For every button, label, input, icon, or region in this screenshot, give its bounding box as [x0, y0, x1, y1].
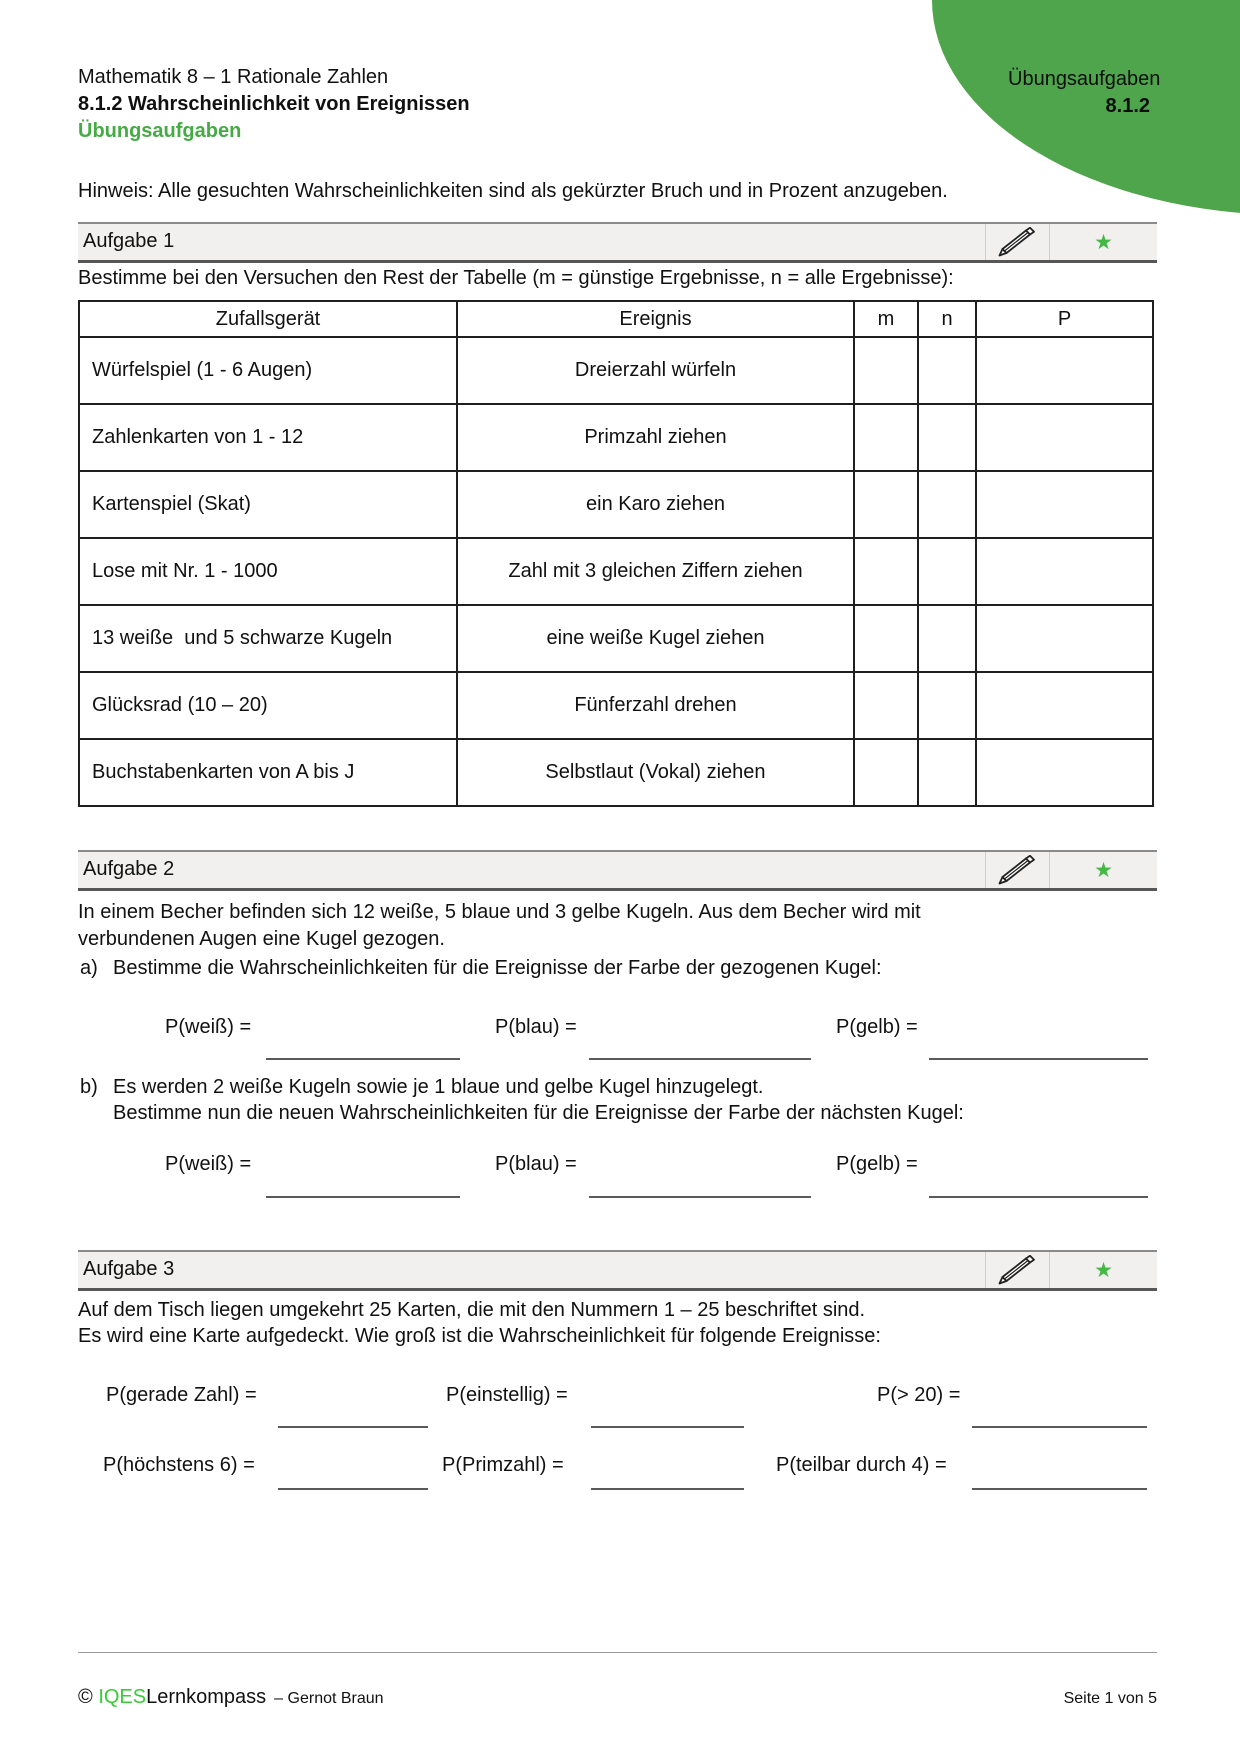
footer-author: – Gernot Braun — [274, 1690, 384, 1707]
table-row — [79, 337, 1153, 404]
star-icon: ★ — [1049, 1252, 1157, 1288]
cell-m — [854, 605, 918, 672]
answer-blank — [278, 1488, 428, 1490]
cell-n — [918, 672, 976, 739]
cell-p — [976, 404, 1153, 471]
cell-ereignis: Dreierzahl würfeln — [457, 337, 854, 404]
star-icon: ★ — [1049, 224, 1157, 260]
copyright-icon: © — [78, 1686, 93, 1708]
table-row — [79, 739, 1153, 806]
prob-label: P(höchstens 6) = — [103, 1454, 255, 1476]
cell-m — [854, 739, 918, 806]
prob-label: P(blau) = — [495, 1153, 577, 1175]
table-row — [79, 672, 1153, 739]
pencil-icon — [985, 852, 1049, 888]
cell-ereignis: Selbstlaut (Vokal) ziehen — [457, 739, 854, 806]
answer-blank — [266, 1196, 460, 1198]
cell-zufallsgeraet: Zahlenkarten von 1 - 12 — [79, 404, 457, 471]
cell-n — [918, 538, 976, 605]
answer-blank — [278, 1426, 428, 1428]
header-p: P — [976, 301, 1153, 337]
cell-ereignis: Zahl mit 3 gleichen Ziffern ziehen — [457, 538, 854, 605]
cell-ereignis: Fünferzahl drehen — [457, 672, 854, 739]
table-row — [79, 471, 1153, 538]
answer-blank — [929, 1058, 1148, 1060]
document-header — [78, 64, 470, 145]
header-subtitle: Übungsaufgaben — [78, 120, 242, 142]
answer-blank — [589, 1058, 811, 1060]
cell-zufallsgeraet: Lose mit Nr. 1 - 1000 — [79, 538, 457, 605]
corner-text — [1008, 66, 1161, 120]
part-a-label: a) — [80, 957, 98, 979]
answer-blank — [591, 1426, 744, 1428]
answer-blank — [591, 1488, 744, 1490]
header-zufallsgeraet: Zufallsgerät — [79, 301, 457, 337]
corner-blob — [932, 0, 1240, 215]
cell-p — [976, 538, 1153, 605]
prob-label: P(teilbar durch 4) = — [776, 1454, 947, 1476]
header-ereignis: Ereignis — [457, 301, 854, 337]
cell-p — [976, 605, 1153, 672]
probability-table — [78, 300, 1154, 807]
prob-label: P(> 20) = — [877, 1384, 961, 1406]
footer — [78, 1686, 1157, 1709]
prob-label: P(gerade Zahl) = — [106, 1384, 257, 1406]
cell-ereignis: ein Karo ziehen — [457, 471, 854, 538]
cell-n — [918, 605, 976, 672]
cell-n — [918, 337, 976, 404]
header-topic: 8.1.2 Wahrscheinlichkeit von Ereignissen — [78, 93, 470, 115]
cell-m — [854, 538, 918, 605]
task1-header-bar — [78, 222, 1157, 263]
table-row — [79, 605, 1153, 672]
cell-ereignis: Primzahl ziehen — [457, 404, 854, 471]
answer-blank — [589, 1196, 811, 1198]
prob-label: P(Primzahl) = — [442, 1454, 564, 1476]
corner-code: 8.1.2 — [1105, 95, 1150, 117]
hint-text: Hinweis: Alle gesuchten Wahrscheinlichkeiten sind als gekürzter Bruch und in Prozent anzugeben. — [78, 180, 948, 202]
task2-intro-line: verbundenen Augen eine Kugel gezogen. — [78, 928, 445, 950]
header-course: Mathematik 8 – 1 Rationale Zahlen — [78, 66, 389, 88]
cell-n — [918, 739, 976, 806]
header-m: m — [854, 301, 918, 337]
pencil-icon — [985, 1252, 1049, 1288]
part-a-text: Bestimme die Wahrscheinlichkeiten für die Ereignisse der Farbe der gezogenen Kugel: — [113, 957, 882, 979]
task3-intro-line: Auf dem Tisch liegen umgekehrt 25 Karten, die mit den Nummern 1 – 25 beschriftet sind. — [78, 1299, 866, 1321]
prob-label: P(weiß) = — [165, 1016, 252, 1038]
task2-intro-line: In einem Becher befinden sich 12 weiße, 5 blaue und 3 gelbe Kugeln. Aus dem Becher wird mit — [78, 901, 921, 923]
footer-divider — [78, 1652, 1157, 1653]
part-b-line: Es werden 2 weiße Kugeln sowie je 1 blaue und gelbe Kugel hinzugelegt. — [113, 1076, 764, 1098]
answer-blank — [929, 1196, 1148, 1198]
table-row — [79, 404, 1153, 471]
cell-p — [976, 672, 1153, 739]
cell-m — [854, 404, 918, 471]
header-n: n — [918, 301, 976, 337]
cell-ereignis: eine weiße Kugel ziehen — [457, 605, 854, 672]
cell-zufallsgeraet: Buchstabenkarten von A bis J — [79, 739, 457, 806]
cell-zufallsgeraet: Glücksrad (10 – 20) — [79, 672, 457, 739]
task3-header-bar — [78, 1250, 1157, 1291]
cell-m — [854, 337, 918, 404]
cell-m — [854, 471, 918, 538]
prob-label: P(gelb) = — [836, 1016, 918, 1038]
prob-label: P(gelb) = — [836, 1153, 918, 1175]
prob-label: P(blau) = — [495, 1016, 577, 1038]
cell-p — [976, 471, 1153, 538]
task2-title: Aufgabe 2 — [83, 858, 175, 880]
cell-m — [854, 672, 918, 739]
answer-blank — [972, 1426, 1147, 1428]
cell-zufallsgeraet: 13 weiße und 5 schwarze Kugeln — [79, 605, 457, 672]
footer-brand-iqes: IQES — [98, 1686, 147, 1708]
cell-p — [976, 739, 1153, 806]
cell-n — [918, 471, 976, 538]
star-icon: ★ — [1049, 852, 1157, 888]
cell-p — [976, 337, 1153, 404]
footer-brand-lernkompass: Lernkompass — [146, 1686, 267, 1708]
pencil-icon — [985, 224, 1049, 260]
cell-zufallsgeraet: Würfelspiel (1 - 6 Augen) — [79, 337, 457, 404]
table-row — [79, 538, 1153, 605]
prob-label: P(einstellig) = — [446, 1384, 568, 1406]
cell-n — [918, 404, 976, 471]
cell-zufallsgeraet: Kartenspiel (Skat) — [79, 471, 457, 538]
task1-title: Aufgabe 1 — [83, 230, 175, 252]
part-b-label: b) — [80, 1076, 98, 1098]
task3-title: Aufgabe 3 — [83, 1258, 175, 1280]
answer-blank — [266, 1058, 460, 1060]
part-b-line: Bestimme nun die neuen Wahrscheinlichkeiten für die Ereignisse der Farbe der nächsten Kugel: — [113, 1102, 964, 1124]
table-header-row — [79, 301, 1153, 337]
task2-header-bar — [78, 850, 1157, 891]
task1-intro: Bestimme bei den Versuchen den Rest der Tabelle (m = günstige Ergebnisse, n = alle Ergebnisse): — [78, 267, 954, 289]
answer-blank — [972, 1488, 1147, 1490]
footer-page-number: Seite 1 von 5 — [1063, 1690, 1157, 1707]
prob-label: P(weiß) = — [165, 1153, 252, 1175]
task3-intro-line: Es wird eine Karte aufgedeckt. Wie groß ist die Wahrscheinlichkeit für folgende Ereignisse: — [78, 1325, 881, 1347]
corner-label: Übungsaufgaben — [1008, 68, 1161, 90]
